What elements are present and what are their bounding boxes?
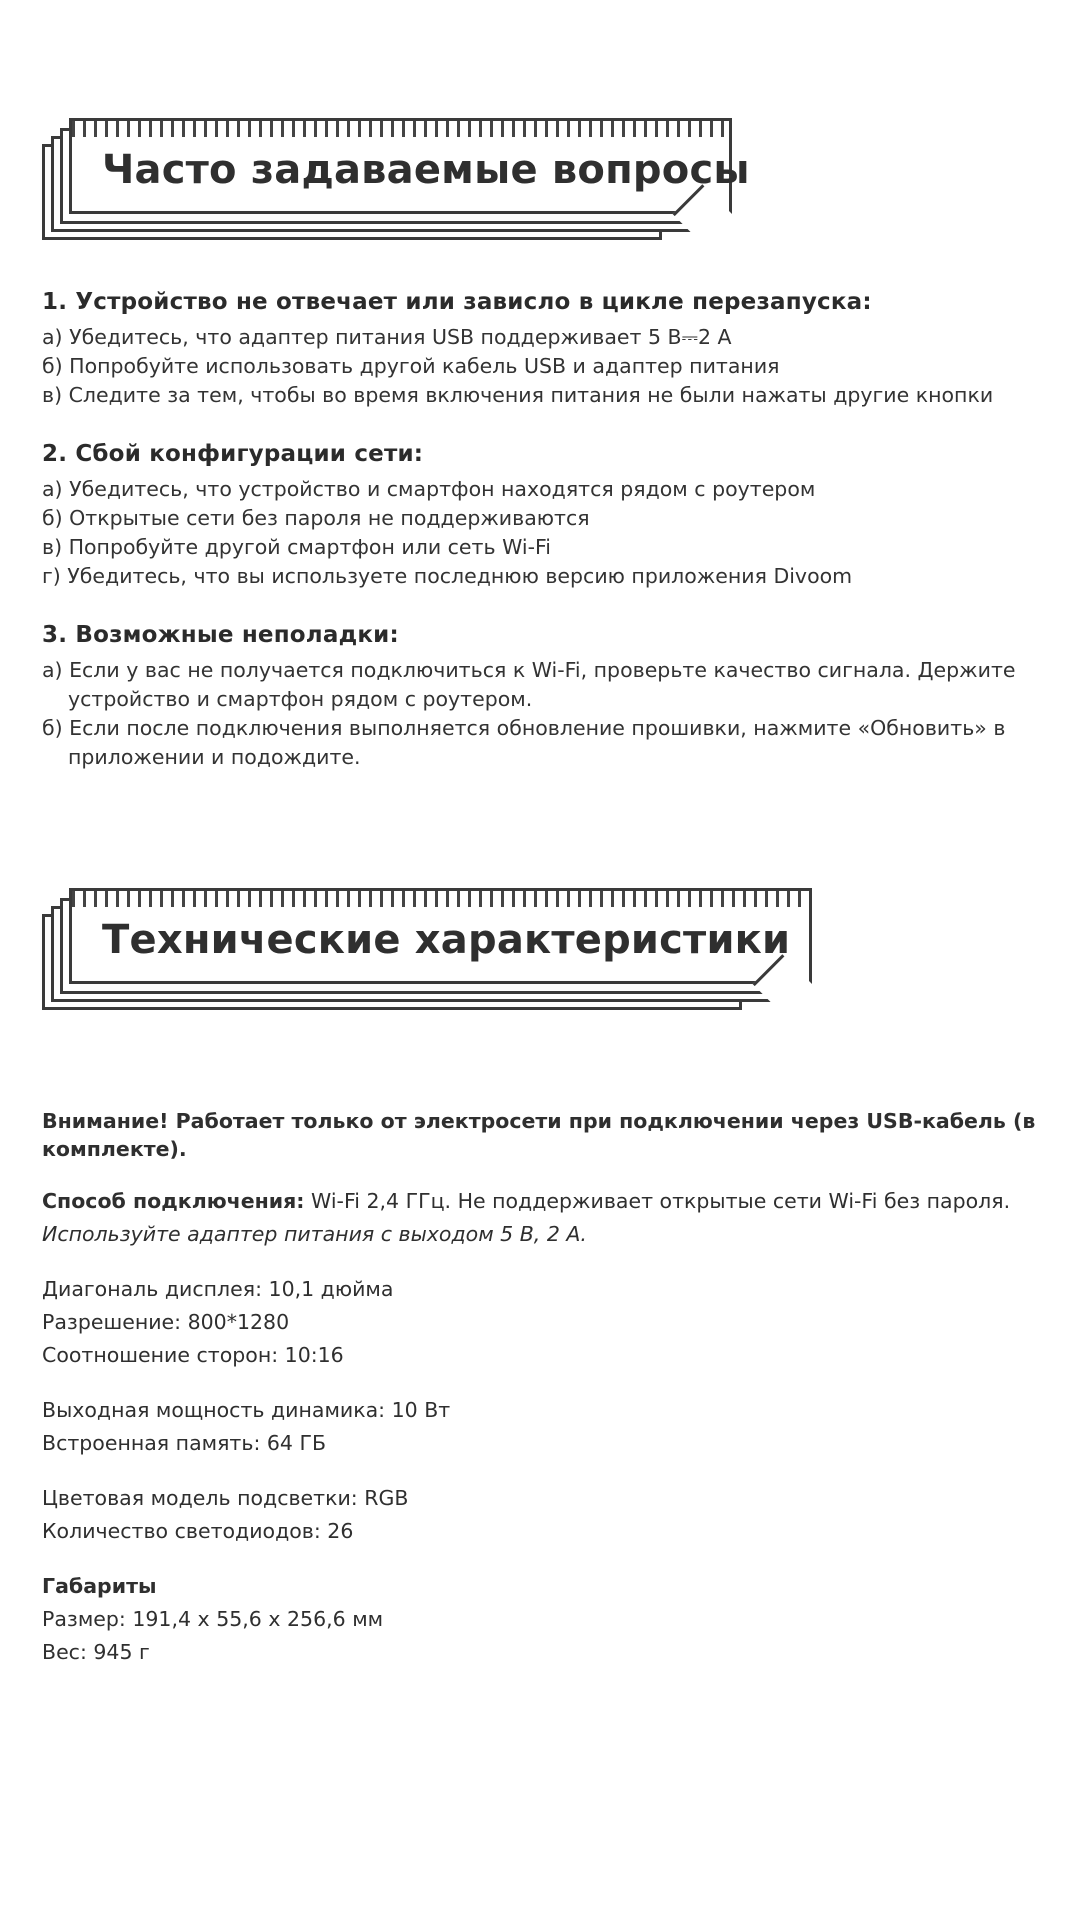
specs-banner-hatch-mask <box>72 910 80 980</box>
faq-heading: Часто задаваемые вопросы <box>102 147 750 193</box>
faq-item-1-title: 1. Устройство не отвечает или зависло в цикле перезапуска: <box>42 289 872 315</box>
specs-connection-label: Способ подключения: <box>42 1188 305 1213</box>
specs-banner-hatch-pattern <box>72 891 809 907</box>
faq-item-2-line-a: а) Убедитесь, что устройство и смартфон находятся рядом с роутером <box>42 477 816 501</box>
faq-banner <box>42 118 1038 240</box>
specs-display-aspect-ratio: Соотношение сторон: 10:16 <box>42 1342 344 1367</box>
banner-hatch-mask <box>72 140 80 210</box>
faq-item-3-line-b: б) Если после подключения выполняется обновление прошивки, нажмите «Обновить» в приложении и подождите. <box>42 716 1006 769</box>
specs-connection-note: Используйте адаптер питания с выходом 5 В, 2 А. <box>42 1221 587 1246</box>
specs-group-dimensions <box>42 1572 1038 1667</box>
specs-group-audio-memory <box>42 1396 1038 1458</box>
specs-connection-line <box>42 1187 1038 1216</box>
specs-content <box>42 1107 1038 1667</box>
faq-item-2-line-c: в) Попробуйте другой смартфон или сеть Wi-Fi <box>42 535 551 559</box>
specs-led-count: Количество светодиодов: 26 <box>42 1518 354 1543</box>
specs-internal-memory: Встроенная память: 64 ГБ <box>42 1430 327 1455</box>
faq-item-2-title: 2. Сбой конфигурации сети: <box>42 441 424 467</box>
specs-content-spacer <box>0 1010 1080 1086</box>
specs-dimensions-size: Размер: 191,4 x 55,6 x 256,6 мм <box>42 1606 384 1631</box>
faq-content <box>42 288 1038 772</box>
specs-banner <box>42 888 1038 1010</box>
specs-banner-spacer <box>0 802 1080 888</box>
specs-speaker-power: Выходная мощность динамика: 10 Вт <box>42 1397 451 1422</box>
faq-item-2-line-b: б) Открытые сети без пароля не поддерживаются <box>42 506 590 530</box>
faq-item-3 <box>42 621 1038 772</box>
banner-spacer <box>0 240 1080 288</box>
specs-connection <box>42 1187 1038 1249</box>
faq-item-2 <box>42 440 1038 591</box>
faq-item-1-line-c: в) Следите за тем, чтобы во время включения питания не были нажаты другие кнопки <box>42 383 994 407</box>
faq-item-3-line-a: а) Если у вас не получается подключиться к Wi-Fi, проверьте качество сигнала. Держите устройство и смартфон рядом с роутером. <box>42 658 1016 711</box>
specs-connection-value: Wi-Fi 2,4 ГГц. Не поддерживает открытые сети Wi-Fi без пароля. <box>304 1188 1011 1213</box>
faq-item-1 <box>42 288 1038 410</box>
specs-warning: Внимание! Работает только от электросети при подключении через USB-кабель (в комплекте). <box>42 1108 1036 1161</box>
specs-display-diagonal: Диагональ дисплея: 10,1 дюйма <box>42 1276 394 1301</box>
banner-hatch-pattern <box>72 121 729 137</box>
specs-group-display <box>42 1275 1038 1370</box>
faq-item-1-line-a: а) Убедитесь, что адаптер питания USB поддерживает 5 В⎓2 A <box>42 325 732 349</box>
faq-item-1-line-b: б) Попробуйте использовать другой кабель USB и адаптер питания <box>42 354 780 378</box>
specs-heading: Технические характеристики <box>102 917 791 963</box>
faq-item-2-line-d: г) Убедитесь, что вы используете последнюю версию приложения Divoom <box>42 564 853 588</box>
specs-group-backlight <box>42 1484 1038 1546</box>
top-spacer <box>0 0 1080 118</box>
specs-display-resolution: Разрешение: 800*1280 <box>42 1309 290 1334</box>
specs-dimensions-title: Габариты <box>42 1573 157 1598</box>
faq-item-3-title: 3. Возможные неполадки: <box>42 622 399 648</box>
specs-backlight-color-model: Цветовая модель подсветки: RGB <box>42 1485 409 1510</box>
specs-dimensions-weight: Вес: 945 г <box>42 1639 150 1664</box>
